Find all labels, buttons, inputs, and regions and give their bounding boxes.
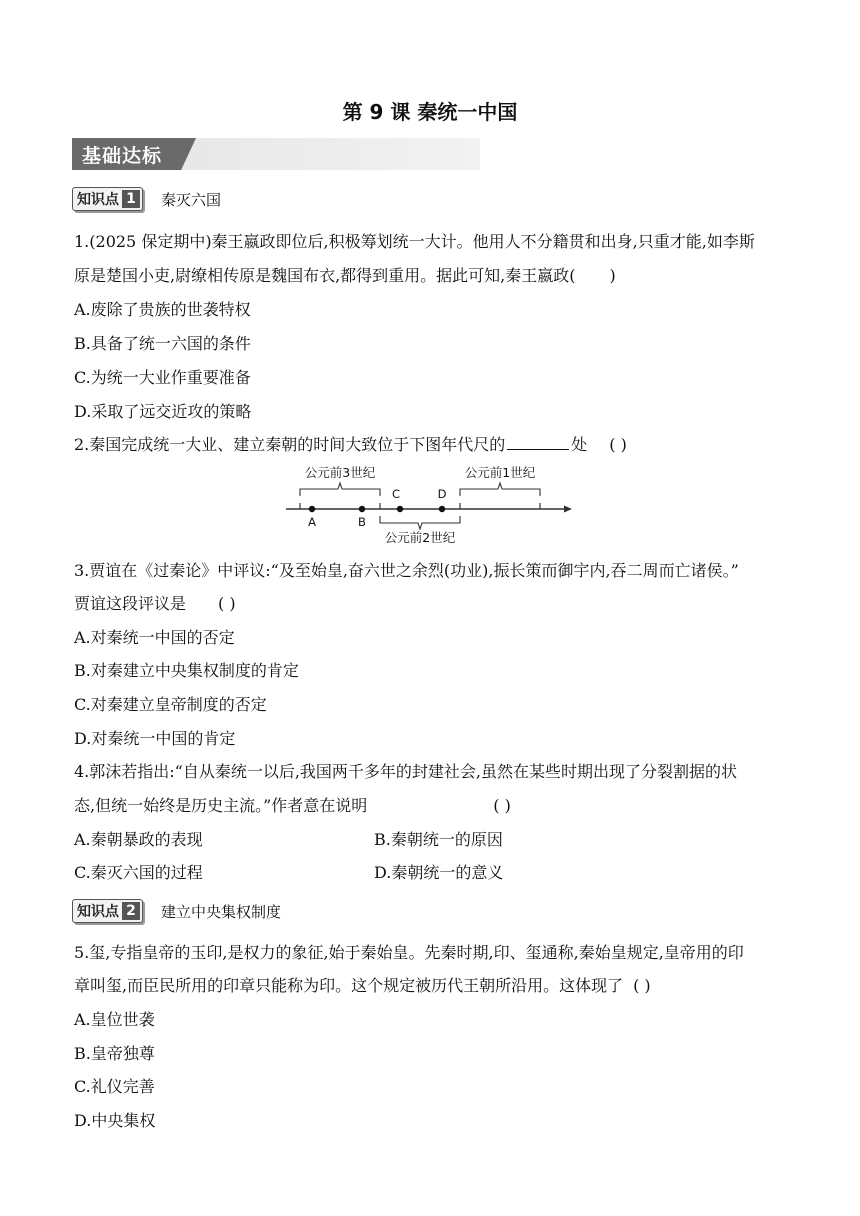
knowledge-point-badge — [72, 187, 143, 211]
knowledge-point-2 — [72, 899, 281, 923]
q4-stem-line2 — [74, 793, 511, 816]
label-1st-century: 公元前1世纪 — [464, 465, 536, 480]
q5-option-c[interactable]: C.礼仪完善 — [74, 1077, 155, 1096]
q2-stem — [74, 432, 627, 455]
knowledge-point-number: 2 — [122, 902, 140, 920]
section-banner — [72, 138, 480, 170]
q5-paren: ( ) — [633, 976, 651, 995]
q3-stem-text: 贾谊这段评议是 — [74, 594, 187, 613]
q5-stem-text: 章叫玺,而臣民所用的印章只能称为印。这个规定被历代王朝所沿用。这体现了 — [74, 976, 624, 995]
q4-stem-text: 态,但统一始终是历史主流。”作者意在说明 — [74, 796, 368, 815]
knowledge-point-number: 1 — [122, 190, 140, 208]
timeline-ticks — [300, 503, 540, 509]
timeline-arrow — [564, 506, 572, 513]
q5-option-b[interactable]: B.皇帝独尊 — [74, 1044, 155, 1063]
knowledge-point-label: 知识点 — [77, 192, 119, 208]
q3-option-c[interactable]: C.对秦建立皇帝制度的否定 — [74, 695, 267, 714]
q1-stem-line2 — [74, 263, 616, 286]
q1-paren-close: ) — [609, 266, 616, 285]
q4-stem-line1: 4.郭沫若指出:“自从秦统一以后,我国两千多年的封建社会,虽然在某些时期出现了分裂割据的状 — [74, 762, 738, 781]
knowledge-point-1 — [72, 187, 221, 211]
knowledge-point-title: 建立中央集权制度 — [161, 902, 282, 921]
brace-1st-century — [460, 483, 540, 496]
q4-paren: ( ) — [493, 796, 511, 815]
q2-paren: ( ) — [609, 435, 627, 454]
q5-option-d[interactable]: D.中央集权 — [74, 1111, 156, 1130]
q4-option-a[interactable]: A.秦朝暴政的表现 — [74, 830, 203, 849]
q4-option-b[interactable]: B.秦朝统一的原因 — [374, 830, 503, 849]
brace-3rd-century — [300, 483, 380, 496]
timeline-point-b — [359, 506, 365, 512]
timeline-label-d: D — [437, 487, 447, 501]
q3-paren: ( ) — [218, 594, 236, 613]
q1-option-d[interactable]: D.采取了远交近攻的策略 — [74, 402, 252, 421]
q1-option-a[interactable]: A.废除了贵族的世袭特权 — [74, 300, 251, 319]
q4-option-d[interactable]: D.秦朝统一的意义 — [374, 863, 504, 882]
q2-stem-text: 2.秦国完成统一大业、建立秦朝的时间大致位于下图年代尺的 — [74, 435, 506, 454]
knowledge-point-label: 知识点 — [77, 904, 119, 920]
q2-answer-blank[interactable] — [507, 435, 569, 450]
q5-stem-line1: 5.玺,专指皇帝的玉印,是权力的象征,始于秦始皇。先秦时期,印、玺通称,秦始皇规定,皇帝用的印 — [74, 943, 744, 962]
timeline-label-a: A — [308, 515, 316, 529]
q4-option-c[interactable]: C.秦灭六国的过程 — [74, 863, 203, 882]
q3-option-a[interactable]: A.对秦统一中国的否定 — [74, 628, 235, 647]
timeline-point-c — [397, 506, 403, 512]
q5-option-a[interactable]: A.皇位世袭 — [74, 1010, 155, 1029]
q3-stem-line2 — [74, 591, 236, 614]
brace-2nd-century — [380, 516, 460, 529]
q1-option-b[interactable]: B.具备了统一六国的条件 — [74, 334, 251, 353]
section-banner-label: 基础达标 — [82, 145, 163, 167]
timeline-label-b: B — [358, 515, 366, 529]
page-title: 第 9 课 秦统一中国 — [342, 100, 518, 124]
q1-stem-line1: 1.(2025 保定期中)秦王嬴政即位后,积极筹划统一大计。他用人不分籍贯和出身,只重才能,如李斯 — [74, 232, 755, 251]
timeline-point-a — [309, 506, 315, 512]
q2-stem-suffix: 处 — [571, 435, 588, 454]
label-3rd-century: 公元前3世纪 — [304, 465, 376, 480]
q3-option-b[interactable]: B.对秦建立中央集权制度的肯定 — [74, 661, 299, 680]
q1-option-c[interactable]: C.为统一大业作重要准备 — [74, 368, 251, 387]
label-2nd-century: 公元前2世纪 — [384, 530, 456, 545]
timeline-label-c: C — [391, 487, 401, 501]
q3-option-d[interactable]: D.对秦统一中国的肯定 — [74, 729, 236, 748]
q1-stem-text: 原是楚国小吏,尉缭相传原是魏国布衣,都得到重用。据此可知,秦王嬴政( — [74, 266, 576, 285]
knowledge-point-badge — [72, 899, 143, 923]
knowledge-point-title: 秦灭六国 — [161, 190, 222, 209]
q5-stem-line2 — [74, 973, 651, 996]
q3-stem-line1: 3.贾谊在《过秦论》中评议:“及至始皇,奋六世之余烈(功业),振长策而御宇内,吞二周而亡诸侯。” — [74, 561, 739, 580]
timeline-point-d — [439, 506, 445, 512]
timeline-ruler — [282, 458, 578, 546]
